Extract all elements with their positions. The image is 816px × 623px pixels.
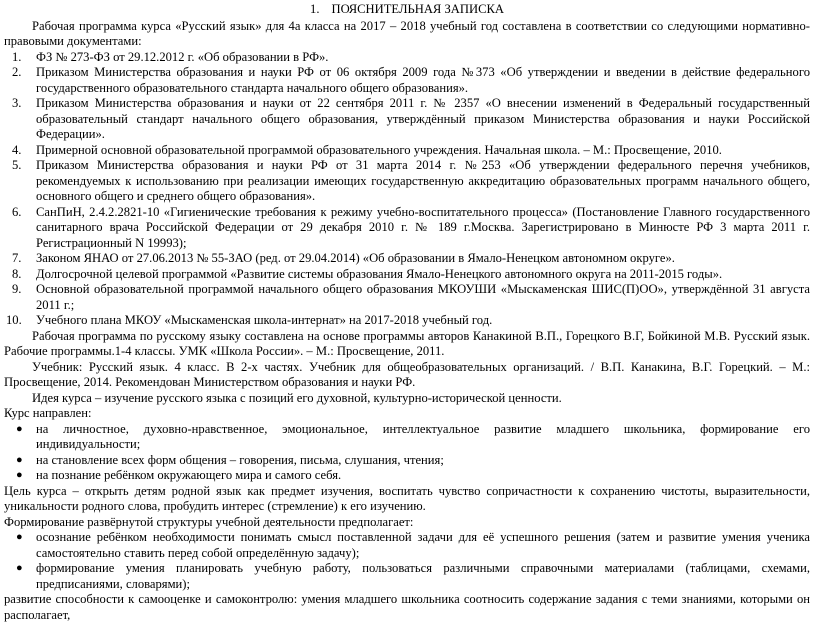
list-text: на познание ребёнком окружающего мира и самого себя. [36, 468, 342, 482]
list-number: 3. [12, 96, 22, 110]
list-text: Законом ЯНАО от 27.06.2013 № 55-ЗАО (ред. от 29.04.2014) «Об образовании в Ямало-Ненецком автономном округе». [36, 251, 675, 265]
program-basis-paragraph: Рабочая программа по русскому языку составлена на основе программы авторов Канакиной В.П., Горецкого В.Г, Бойкиной М.В. Русский язык. Рабочие программы.1-4 классы. УМК «Школа России». – М.: Просвещение, 2011. [4, 328, 810, 358]
list-number: 4. [12, 142, 22, 157]
bullet-icon: ● [16, 531, 23, 543]
list-item [4, 530, 810, 561]
list-text: Примерной основной образовательной программой образовательного учреждения. Начальная школа. – М.: Просвещение, 2010. [36, 142, 722, 157]
list-text: Приказом Министерства образования и науки РФ от 06 октября 2009 года №373 «Об утверждении и введении в действие федерального государственного образовательного стандарта начального общего образования». [36, 65, 810, 95]
list-text: Долгосрочной целевой программой «Развитие системы образования Ямало-Ненецкого автономного округа на 2011-2015 годы». [36, 266, 723, 281]
list-number: 6. [12, 204, 22, 219]
list-item [4, 205, 810, 252]
formation-list [4, 530, 810, 592]
list-item [4, 422, 810, 453]
list-number: 2. [12, 65, 22, 79]
list-item [4, 561, 810, 592]
heading-number: 1. [310, 2, 320, 16]
list-text: Учебного плана МКОУ «Мыскаменская школа-интернат» на 2017-2018 учебный год. [36, 313, 493, 327]
directions-list [4, 422, 810, 484]
list-text: осознание ребёнком необходимости понимать смысл поставленной задачи для её успешного решения (затем и развитие умения ученика самостоятельно ставить перед собой определённую задачу); [36, 530, 810, 560]
list-number: 1. [12, 49, 22, 64]
list-text: Основной образовательной программой начального общего образования МКОУШИ «Мыскаменская ШИС(П)ОО», утверждённой 31 августа 2011 г.; [36, 282, 810, 312]
list-number: 9. [12, 282, 22, 296]
bullet-icon: ● [16, 469, 23, 481]
list-text: СанПиН, 2.4.2.2821-10 «Гигиенические требования к режиму учебно-воспитательного процесса» (Постановление Главного государственного санитарного врача Российской Федерации от 29 декабря 2010 г. № 189 г.Москва. Зарегистрировано в Минюсте РФ 3 марта 2011 г. Регистрационный N 19993); [36, 204, 810, 250]
list-number: 5. [12, 158, 22, 172]
list-text: на личностное, духовно-нравственное, эмоциональное, интеллектуальное развитие младшего школьника, формирование его индивидуальности; [36, 421, 810, 451]
list-text: ФЗ № 273-ФЗ от 29.12.2012 г. «Об образовании в РФ». [36, 49, 329, 64]
list-text: Приказом Министерства образования и науки от 22 сентября 2011 г. № 2357 «О внесении изменений в Федеральный государственный образовательный стандарт начального общего образования, утверждённый приказом Министерства образования и науки Российской Федерации». [36, 96, 810, 141]
bullet-icon: ● [16, 453, 23, 466]
list-item [4, 267, 810, 283]
list-item [4, 453, 810, 469]
list-item [4, 158, 810, 205]
list-item [4, 468, 810, 484]
list-item [4, 50, 810, 66]
list-item [4, 65, 810, 96]
normative-documents-list [4, 50, 810, 329]
list-number: 7. [12, 251, 22, 265]
list-item [4, 251, 810, 267]
course-goal-paragraph: Цель курса – открыть детям родной язык как предмет изучения, воспитать чувство сопричастности к сохранению чистоты, выразительности, уникальности родного слова, пробудить интерес (стремление) к его изучению. [4, 483, 810, 513]
list-number: 8. [12, 266, 22, 281]
list-item [4, 143, 810, 159]
list-text: формирование умения планировать учебную работу, пользоваться различными справочными материалами (таблицами, схемами, предписаниями, словарями); [36, 561, 810, 591]
course-idea-paragraph: Идея курса – изучение русского языка с позиций его духовной, культурно-исторической ценности. [32, 390, 562, 405]
list-item [4, 96, 810, 143]
list-item [4, 282, 810, 313]
textbook-paragraph: Учебник: Русский язык. 4 класс. В 2-х частях. Учебник для общеобразовательных организаций. / В.П. Канакина, В.Г. Горецкий. – М.: Просвещение, 2014. Рекомендован Министерством образования и науки РФ. [4, 359, 810, 389]
bullet-icon: ● [16, 422, 23, 435]
list-text: на становление всех форм общения – говорения, письма, слушания, чтения; [36, 452, 444, 467]
list-number: 10. [6, 313, 22, 327]
course-directed-label: Курс направлен: [4, 406, 92, 420]
heading-title: ПОЯСНИТЕЛЬНАЯ ЗАПИСКА [331, 2, 504, 16]
bullet-icon: ● [16, 562, 23, 574]
intro-paragraph: Рабочая программа курса «Русский язык» для 4а класса на 2017 – 2018 учебный год составлена в соответствии со следующими нормативно-правовыми документами: [4, 18, 810, 48]
formation-intro-paragraph: Формирование развёрнутой структуры учебной деятельности предполагает: [4, 514, 414, 529]
list-item [4, 313, 810, 329]
self-control-paragraph: развитие способности к самооценке и самоконтролю: умения младшего школьника соотносить содержание задания с теми знаниями, которыми он располагает, [4, 592, 810, 622]
section-heading [4, 2, 810, 18]
list-text: Приказом Министерства образования и науки РФ от 31 марта 2014 г. №253 «Об утверждении федерального перечня учебников, рекомендуемых к использованию при реализации имеющих государственную аккредитацию образовательных программ начального общего, основного общего и среднего общего образования». [36, 158, 810, 203]
